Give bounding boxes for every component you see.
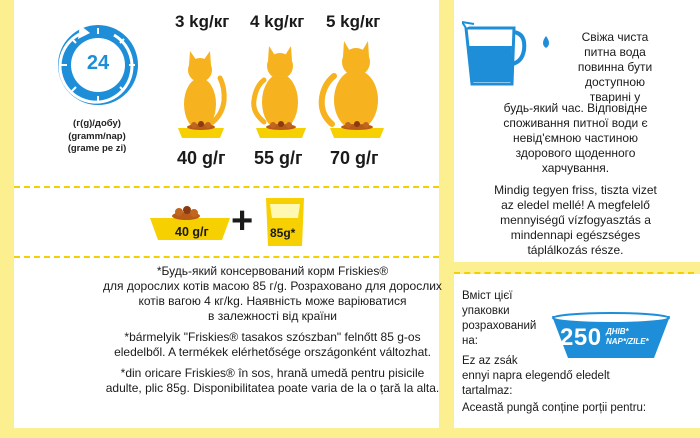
clock-hours: 24 <box>86 52 110 74</box>
water-line: az eledel mellé! A megfelelő <box>501 198 650 212</box>
servings-ua <box>462 289 552 349</box>
cat-large-icon <box>318 40 390 144</box>
servings-line: tartalmaz: <box>462 385 513 397</box>
note-ro-line: *din oricare Friskies® în sos, hrană umedă pentru pisicile <box>120 366 425 380</box>
water-line: споживання питної води є <box>503 116 648 130</box>
unit-hu: (gramm/nap) <box>68 130 126 142</box>
note-ua-line: в залежності від країни <box>208 309 337 323</box>
grams-3kg: 40 g/г <box>177 148 226 168</box>
water-line: mindennapi egészséges <box>510 228 641 242</box>
weight-3kg: 3 kg/кг <box>175 12 230 31</box>
note-ua-line: *Будь-який консервований корм Friskies® <box>156 264 389 278</box>
water-hu <box>458 183 693 258</box>
water-line: táplálkozás része. <box>527 243 624 257</box>
water-line: доступною <box>584 75 646 89</box>
water-jug-icon <box>462 16 560 88</box>
servings-line: розрахований <box>462 320 537 332</box>
water-line: тварині у <box>589 90 641 104</box>
water-line: Свіжа чиста <box>581 30 649 44</box>
grams-5kg: 70 g/г <box>330 148 379 168</box>
water-line: питна вода <box>584 45 646 59</box>
unit-ua: (г(g)/добу) <box>73 118 121 129</box>
cat-medium-icon <box>250 42 312 144</box>
servings-line: Вміст цієї <box>462 290 513 302</box>
note-ua <box>100 264 445 324</box>
note-hu-line: eledelből. A termékek elérhetősége országonként változhat. <box>114 345 431 359</box>
note-ua-line: для дорослих котів масою 85 г/g. Розраховано для дорослих <box>103 279 442 293</box>
servings-line: Ez az zsák <box>462 355 518 367</box>
cat-small-icon <box>178 46 233 144</box>
water-line: харчування. <box>541 161 610 175</box>
servings-days-label-hu-ro: NAP*/ZILE* <box>606 337 649 346</box>
note-ro-line: adulte, plic 85g. Disponibilitatea poate varia de la o țară la alta. <box>105 381 440 395</box>
water-ua-long <box>458 101 693 176</box>
note-ro <box>100 366 445 396</box>
divider-top <box>14 186 439 188</box>
note-hu-line: *bármelyik "Friskies® tasakos szószban" felnőtt 85 g-os <box>124 330 421 344</box>
note-ua-line: котів вагою 4 кг/kg. Наявність може варіюватися <box>138 294 407 308</box>
plus-sign: + <box>231 200 254 242</box>
divider-right <box>454 272 694 274</box>
servings-ro: Această pungă conține porții pentru: <box>462 402 647 414</box>
water-line: mennyiségű vízfogyasztás a <box>500 213 651 227</box>
unit-ro: (grame pe zi) <box>67 143 127 154</box>
weight-4kg: 4 kg/кг <box>250 12 305 31</box>
servings-line: упаковки <box>462 305 510 317</box>
divider-bottom <box>14 256 439 258</box>
dry-food-amount: 40 g/г <box>175 225 209 239</box>
water-line: Mindig tegyen friss, tiszta vizet <box>494 183 657 197</box>
servings-line: на: <box>462 335 478 347</box>
daily-amount-units <box>52 118 142 156</box>
pouch-icon <box>262 196 308 248</box>
note-hu <box>100 330 445 360</box>
servings-hu <box>462 354 662 399</box>
pouch-weight: 85g* <box>270 226 296 240</box>
servings-days-label-ua: ДНІВ* <box>606 327 629 336</box>
water-line: здорового щоденного <box>515 146 636 160</box>
servings-days-number: 250 <box>560 324 602 351</box>
grams-4kg: 55 g/г <box>254 148 303 168</box>
servings-line: ennyi napra elegendő eledelt <box>462 370 610 382</box>
water-ua-short <box>560 30 670 105</box>
water-line: невід'ємною частиною <box>512 131 639 145</box>
weight-5kg: 5 kg/кг <box>326 12 381 31</box>
water-line: повинна бути <box>577 60 653 74</box>
water-line: будь-який час. Відповідне <box>503 101 648 115</box>
